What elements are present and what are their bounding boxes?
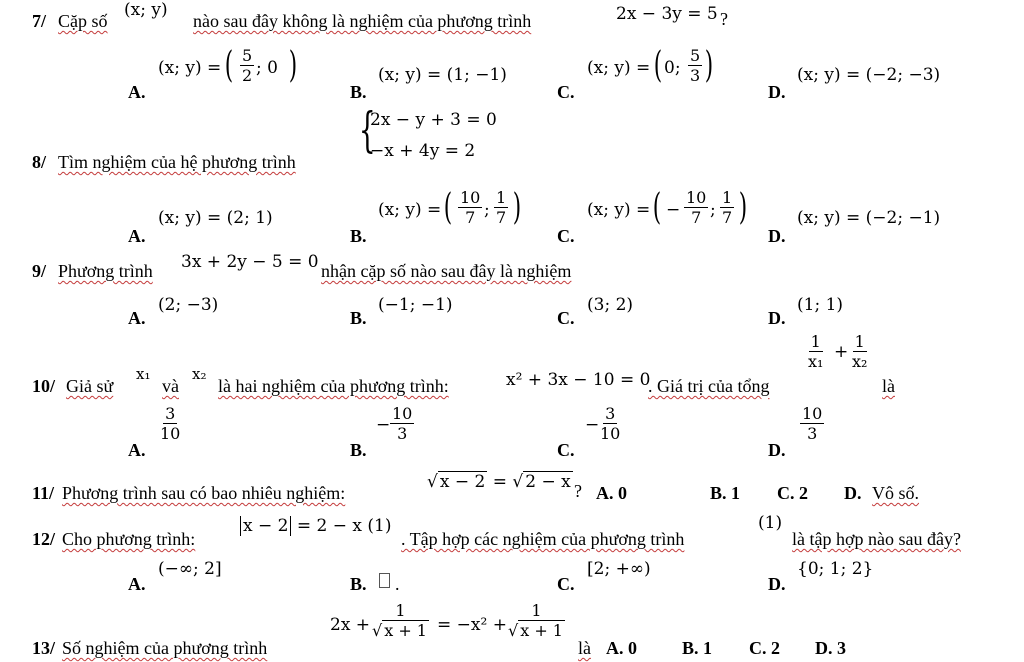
q10-d-num: 10 [802,404,823,423]
q8-c-lhs: (x; y) = [587,200,651,220]
q10-d-den: 3 [807,424,818,443]
q8-c-num1: 10 [686,188,707,207]
q10-sum-term-1 [808,334,823,370]
option-label-c: C. [557,82,575,102]
option-label-d: D. [768,574,786,594]
q13-option-c: C. 2 [749,638,780,658]
question-8-text: Tìm nghiệm của hệ phương trình [58,152,296,172]
q12-equation [240,518,391,535]
q8-system-eq2: −x + 4y = 2 [370,141,476,161]
q11-option-a: A. 0 [596,483,627,503]
q8-b-den2: 7 [496,208,507,227]
question-7-equation: 2x − 3y = 5 [616,4,718,24]
question-11-text: Phương trình sau có bao nhiêu nghiệm: [62,483,346,503]
q7-c-rparen: ) [704,45,714,86]
q7-a-lparen: ( [224,45,234,86]
q7-a-lhs: (x; y) = [158,58,222,78]
q11-option-d-label: D. [844,483,862,503]
q8-b-den1: 7 [465,208,476,227]
question-13-number: 13/ [32,638,56,658]
question-13-text: Số nghiệm của phương trình [62,638,268,658]
q8-a-answer: (x; y) = (2; 1) [158,208,273,228]
q12-c-answer: [2; +∞) [587,559,651,579]
q10-d-fraction [800,406,824,442]
q12-equation-rest: = 2 − x (1) [296,516,392,536]
q8-c-fraction-2 [720,190,734,226]
q7-c-fraction [688,48,702,84]
q10-c-fraction [600,406,620,442]
q11-equals: = [492,472,507,492]
q13-frac1-radicand: x + 1 [384,621,427,640]
q9-d-answer: (1; 1) [797,295,844,315]
q11-radicand-2: 2 − x [525,472,571,492]
question-12-text-3: là tập hợp nào sau đây? [792,529,961,549]
option-label-d: D. [768,308,786,328]
q13-fraction-1 [372,603,429,639]
q10-and: và [162,376,179,396]
q9-c-answer: (3; 2) [587,295,634,315]
q8-b-num2: 1 [496,188,507,207]
q7-c-lparen: ( [653,45,663,86]
q10-c-den: 10 [600,424,621,443]
q13-frac2-num: 1 [531,601,542,620]
q13-lhs-pre: 2x + [330,615,371,635]
option-label-c: C. [557,226,575,246]
q8-c-minus: − [666,200,681,220]
q10-c-num: 3 [605,404,616,423]
q13-frac1-num: 1 [395,601,406,620]
system-brace: { [358,102,376,158]
question-7-text-2: nào sau đây không là nghiệm của phương trình [193,11,532,31]
option-label-d: D. [768,82,786,102]
q7-c-den: 3 [690,66,701,85]
q13-frac2-radicand: x + 1 [520,621,563,640]
option-label-b: B. [350,308,367,328]
q10-x1: x₁ [136,365,151,383]
question-7-text: Cặp số [58,11,108,31]
q13-frac1-den: √ x + 1 [372,621,427,640]
q12-abs-value: x − 2 [240,516,291,536]
q10-sum-num1: 1 [810,332,821,351]
option-label-a: A. [128,574,146,594]
option-label-c: C. [557,574,575,594]
question-9-text: Phương trình [58,261,153,281]
q8-c-lparen: ( [652,187,662,228]
q12-a-answer: (−∞; 2] [158,559,222,579]
option-label-a: A. [128,82,146,102]
q11-radicand-1: x − 2 [439,472,486,492]
option-label-d: D. [768,440,786,460]
q7-a-num: 5 [242,46,253,65]
q7-a-den: 2 [242,66,253,85]
q10-b-fraction [390,406,414,442]
q10-sum-plus: + [834,342,849,362]
q11-option-c: C. 2 [777,483,808,503]
q7-c-pre: 0; [664,58,681,78]
q10-sum-den1: x₁ [808,352,824,371]
q8-system-eq1: 2x − y + 3 = 0 [370,110,497,130]
question-12-text: Cho phương trình: [62,529,196,549]
q8-d-answer: (x; y) = (−2; −1) [797,208,941,228]
q12-ref: (1) [758,513,783,533]
option-label-d: D. [768,226,786,246]
q8-c-separator: ; [710,200,716,220]
q11-option-d-text: Vô số. [872,483,920,503]
q7-c-num: 5 [690,46,701,65]
question-7-number: 7/ [32,11,47,31]
q12-b-dot: . [395,574,400,594]
question-10-number: 10/ [32,376,56,396]
q7-a-fraction [240,48,254,84]
question-7-end: ? [720,9,728,29]
option-label-a: A. [128,308,146,328]
q13-option-d: D. 3 [815,638,846,658]
option-label-a: A. [128,440,146,460]
option-label-b: B. [350,226,367,246]
question-10-text-4: là [882,376,895,396]
question-8-number: 8/ [32,152,47,172]
q11-option-b: B. 1 [710,483,741,503]
q10-a-num: 3 [165,404,176,423]
missing-glyph-box [379,573,390,588]
q7-b-answer: (x; y) = (1; −1) [378,65,507,85]
question-12-text-2: . Tập hợp các nghiệm của phương trình [401,529,685,549]
q13-option-b: B. 1 [682,638,713,658]
q10-b-num: 10 [392,404,413,423]
q8-b-fraction-1 [458,190,482,226]
q10-sum-term-2 [852,334,867,370]
q8-b-num1: 10 [460,188,481,207]
q9-a-answer: (2; −3) [158,295,219,315]
q13-mid: = −x² + [437,615,507,635]
q10-x2: x₂ [192,365,207,383]
q10-b-minus: − [376,415,391,435]
q13-fraction-2 [508,603,565,639]
question-11-end: ? [574,481,582,501]
q8-b-separator: ; [484,200,490,220]
q8-b-fraction-2 [494,190,508,226]
q8-c-den2: 7 [722,208,733,227]
option-label-b: B. [350,574,367,594]
q10-sum-den2: x₂ [852,352,868,371]
q9-b-answer: (−1; −1) [378,295,453,315]
q7-c-lhs: (x; y) = [587,58,651,78]
q10-a-fraction [160,406,180,442]
q13-frac2-den: √ x + 1 [508,621,563,640]
q8-b-lparen: ( [443,187,453,228]
option-label-c: C. [557,308,575,328]
q8-b-rparen: ) [512,187,522,228]
question-7-pair: (x; y) [124,0,168,20]
q8-b-lhs: (x; y) = [378,200,442,220]
q12-d-answer: {0; 1; 2} [797,559,874,579]
q8-c-den1: 7 [691,208,702,227]
q10-sum-num2: 1 [854,332,865,351]
question-9-number: 9/ [32,261,47,281]
option-label-a: A. [128,226,146,246]
question-9-text-2: nhận cặp số nào sau đây là nghiệm [321,261,572,281]
question-10-text-3: . Giá trị của tổng [648,376,770,396]
q13-option-a: A. 0 [606,638,637,658]
option-label-b: B. [350,440,367,460]
q10-a-den: 10 [160,424,181,443]
option-label-b: B. [350,82,367,102]
q10-b-den: 3 [397,424,408,443]
q8-c-fraction-1 [684,190,708,226]
q7-a-rparen: ) [288,45,298,86]
question-12-number: 12/ [32,529,56,549]
q10-c-minus: − [585,415,600,435]
question-13-text-2: là [578,638,591,658]
q7-a-rest: ; 0 [256,58,278,78]
question-10-text: Giả sử [66,376,114,396]
question-9-equation: 3x + 2y − 5 = 0 [181,252,319,272]
question-10-equation: x² + 3x − 10 = 0 [506,370,651,390]
q11-equation: √ x − 2 = √ 2 − x [427,472,571,492]
question-11-number: 11/ [32,483,55,503]
q8-c-rparen: ) [738,187,748,228]
q8-c-num2: 1 [722,188,733,207]
q7-d-answer: (x; y) = (−2; −3) [797,65,941,85]
question-10-text-2: là hai nghiệm của phương trình: [218,376,449,396]
option-label-c: C. [557,440,575,460]
